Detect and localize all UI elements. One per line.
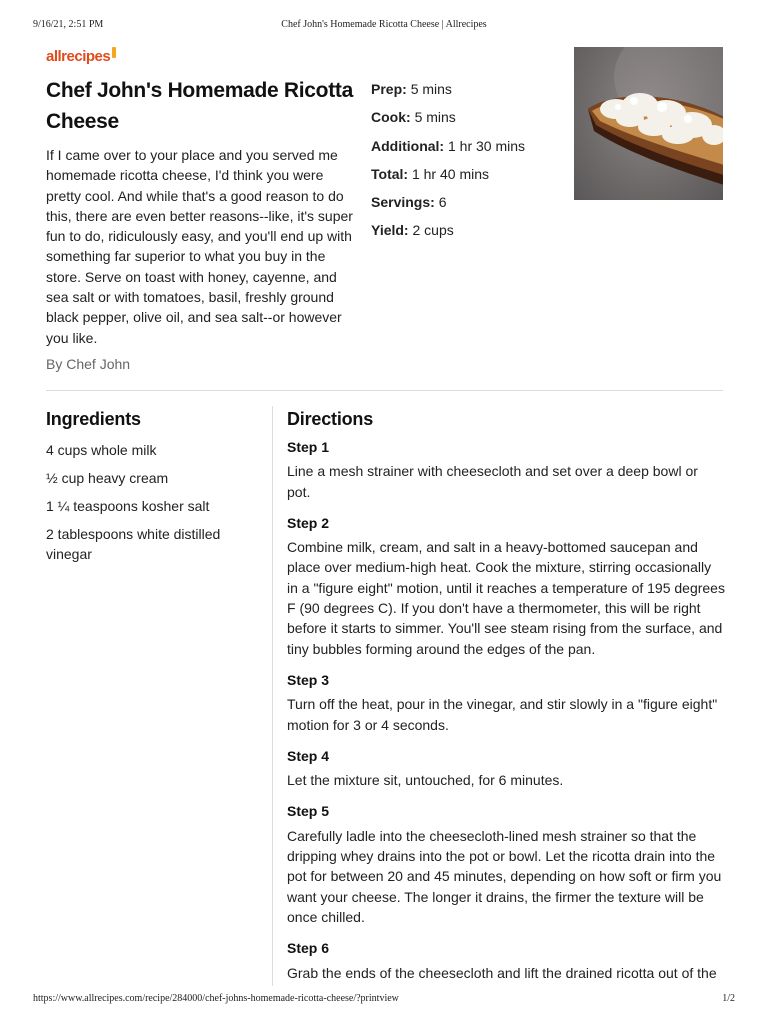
step-text: Line a mesh strainer with cheesecloth and set over a deep bowl or pot. <box>287 463 698 500</box>
directions-list <box>287 437 725 994</box>
meta-value: 5 mins <box>414 109 456 126</box>
step-label: Step 5 <box>287 803 330 820</box>
step-text: Carefully ladle into the cheesecloth-lined mesh strainer so that the dripping whey drains into the pot or bowl. Let the ricotta drain into the pot for between 20 and 45 minutes, depending on how soft or firm you want your cheese. The longer it drains, the firmer the texture will be once chilled. <box>287 827 722 925</box>
meta-value: 2 cups <box>412 222 454 239</box>
ingredient-item: 2 tablespoons white distilled vinegar <box>46 525 221 563</box>
meta-label: Cook: <box>371 109 411 126</box>
direction-step <box>287 670 725 735</box>
directions-heading: Directions <box>287 409 374 429</box>
direction-step <box>287 938 725 983</box>
print-header <box>0 0 768 30</box>
allrecipes-logo[interactable] <box>46 47 116 65</box>
direction-step <box>287 437 725 502</box>
recipe-meta <box>371 79 561 249</box>
print-document-title: Chef John's Homemade Ricotta Cheese | Allrecipes <box>281 19 487 30</box>
ingredient-item: ½ cup heavy cream <box>46 469 169 486</box>
ricotta-toast-photo <box>574 47 723 200</box>
meta-label: Total: <box>371 165 409 182</box>
meta-prep <box>371 79 561 107</box>
logo-mark-icon <box>112 47 116 58</box>
ingredients-heading: Ingredients <box>46 409 141 429</box>
meta-additional <box>371 136 561 164</box>
meta-servings <box>371 192 561 220</box>
ingredient-item: 1 ¼ teaspoons kosher salt <box>46 497 210 514</box>
print-datetime: 9/16/21, 2:51 PM <box>33 19 104 30</box>
step-text: Combine milk, cream, and salt in a heavy-bottomed saucepan and place over medium-high heat. Cook the mixture, stirring occasionally in a "figure eight" motion, until it reaches a temperature of 195 degrees F (90 degrees C). If you don't have a thermometer, this will be right before it starts to simmer. You'll see steam rising from the surface, and tiny bubbles forming around the edges of the pan. <box>287 539 725 657</box>
logo-text: allrecipes <box>46 48 111 65</box>
meta-value: 1 hr 30 mins <box>448 137 526 154</box>
print-footer <box>0 986 768 1024</box>
meta-value: 1 hr 40 mins <box>411 165 490 182</box>
page-number: 1/2 <box>722 993 735 1004</box>
recipe-summary: If I came over to your place and you served me homemade ricotta cheese, I'd think you were pretty cool. And while that's a good reason to do this, there are even better reasons--like, it's super fun to do, ridiculously easy, and you'll end up with something far superior to what you buy in the store. Serve on toast with honey, cayenne, and sea salt or with tomatoes, basil, freshly ground black pepper, olive oil, and sea salt--or however you like. <box>46 147 353 346</box>
meta-label: Servings: <box>371 194 435 211</box>
direction-step <box>287 513 725 659</box>
step-text: Let the mixture sit, untouched, for 6 minutes. <box>287 772 564 789</box>
recipe-byline[interactable]: By Chef John <box>46 356 131 372</box>
meta-cook <box>371 107 561 135</box>
ricotta-toast-illustration <box>574 47 723 200</box>
meta-label: Additional: <box>371 137 445 154</box>
step-label: Step 3 <box>287 671 330 688</box>
meta-value: 5 mins <box>410 81 452 97</box>
meta-label: Prep: <box>371 81 407 97</box>
step-label: Step 1 <box>287 439 330 455</box>
step-label: Step 6 <box>287 940 330 957</box>
recipe-title: Chef John's Homemade Ricotta Cheese <box>46 79 353 133</box>
meta-total <box>371 164 561 192</box>
ingredients-list <box>46 440 261 572</box>
direction-step <box>287 746 725 791</box>
print-url[interactable]: https://www.allrecipes.com/recipe/284000/chef-johns-homemade-ricotta-cheese/?printview <box>33 993 399 1004</box>
step-label: Step 4 <box>287 747 330 764</box>
ingredient-item: 4 cups whole milk <box>46 442 157 458</box>
step-text: Turn off the heat, pour in the vinegar, and stir slowly in a "figure eight" motion for 3 or 4 seconds. <box>287 696 718 733</box>
direction-step <box>287 801 725 927</box>
meta-value: 6 <box>438 194 447 211</box>
section-divider <box>46 390 723 391</box>
step-label: Step 2 <box>287 514 330 531</box>
meta-yield <box>371 220 561 248</box>
step-text: Grab the ends of the cheesecloth and lift the drained ricotta out of the <box>287 964 717 981</box>
column-divider <box>272 406 273 996</box>
meta-label: Yield: <box>371 222 409 239</box>
